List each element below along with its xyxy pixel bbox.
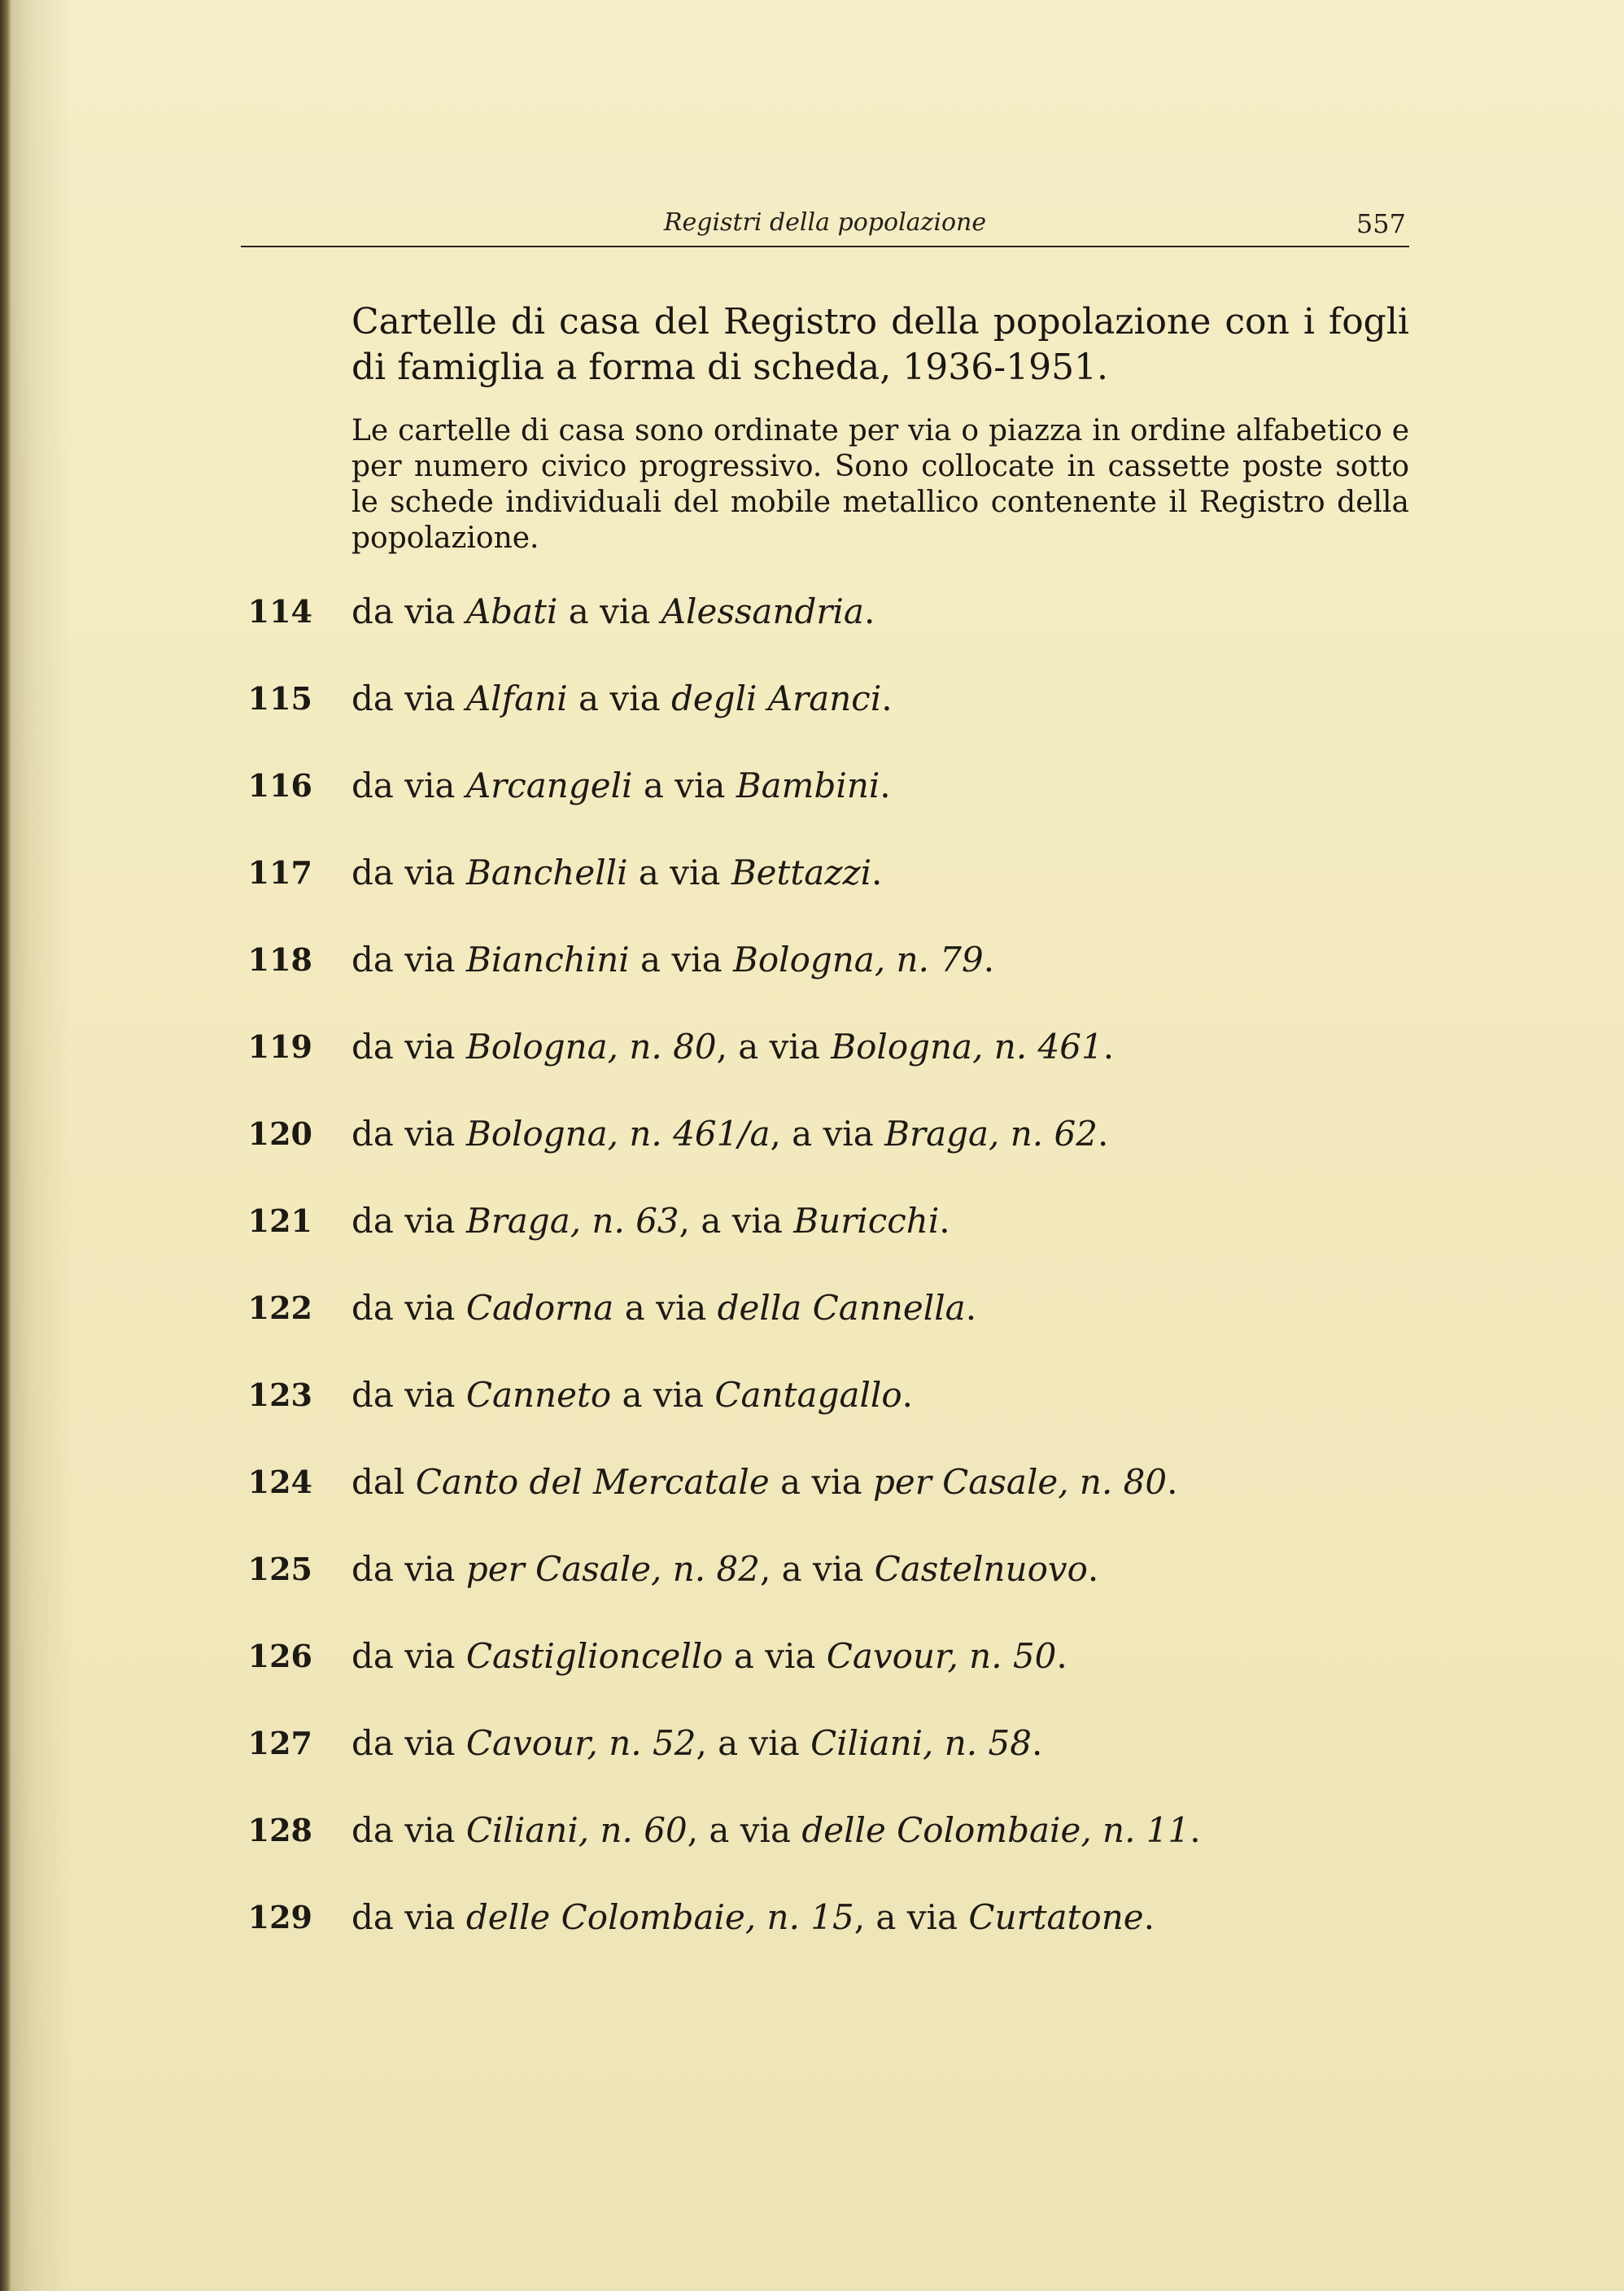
- entry-number: 124: [247, 1464, 312, 1500]
- list-item: [244, 1808, 1416, 1895]
- list-item: [244, 763, 1416, 850]
- entry-text: da via delle Colombaie, n. 15, a via Curtatone.: [351, 1897, 1155, 1937]
- section-note: Le cartelle di casa sono ordinate per via o piazza in ordine alfabetico e per numero civico progressivo. Sono collocate in cassette poste sotto le schede individuali del mobile metallico contenente il Registro della popolazione.: [351, 414, 1409, 555]
- list-item: [244, 1460, 1416, 1547]
- page-number: 557: [1356, 208, 1406, 239]
- list-item: [244, 1634, 1416, 1721]
- list-item: [244, 937, 1416, 1024]
- entry-number: 119: [247, 1028, 312, 1065]
- entry-text: da via Cadorna a via della Cannella.: [351, 1288, 977, 1328]
- entry-text: da via per Casale, n. 82, a via Castelnuovo.: [351, 1549, 1099, 1589]
- entry-number: 118: [247, 941, 312, 978]
- entry-number: 125: [247, 1551, 312, 1587]
- entry-text: da via Braga, n. 63, a via Buricchi.: [351, 1201, 950, 1241]
- entry-number: 116: [247, 767, 312, 804]
- entry-text: da via Canneto a via Cantagallo.: [351, 1375, 914, 1415]
- list-item: [244, 676, 1416, 763]
- list-item: [244, 1895, 1416, 1982]
- list-item: [244, 1198, 1416, 1285]
- entry-number: 127: [247, 1725, 312, 1761]
- entry-text: da via Banchelli a via Bettazzi.: [351, 853, 883, 892]
- entry-text: da via Ciliani, n. 60, a via delle Colombaie, n. 11.: [351, 1810, 1201, 1850]
- entry-number: 128: [247, 1812, 312, 1848]
- entry-number: 129: [247, 1899, 312, 1935]
- list-item: [244, 1285, 1416, 1372]
- list-item: [244, 1721, 1416, 1808]
- entry-number: 122: [247, 1290, 312, 1326]
- binding-edge: [0, 0, 11, 2291]
- entry-number: 123: [247, 1377, 312, 1413]
- entry-text: da via Cavour, n. 52, a via Ciliani, n. 58.: [351, 1723, 1043, 1763]
- list-item: [244, 1372, 1416, 1460]
- list-item: [244, 1024, 1416, 1111]
- list-item: [244, 589, 1416, 676]
- entry-number: 114: [247, 593, 312, 630]
- entry-number: 117: [247, 854, 312, 891]
- entry-number: 120: [247, 1115, 312, 1152]
- entry-text: da via Castiglioncello a via Cavour, n. 50.: [351, 1636, 1067, 1676]
- entry-text: dal Canto del Mercatale a via per Casale, n. 80.: [351, 1462, 1178, 1502]
- entry-text: da via Bianchini a via Bologna, n. 79.: [351, 940, 995, 980]
- entry-number: 121: [247, 1202, 312, 1239]
- running-title: Registri della popolazione: [663, 208, 987, 237]
- entry-list: [244, 589, 1416, 1982]
- page-header: [241, 205, 1409, 247]
- entry-text: da via Abati a via Alessandria.: [351, 591, 875, 631]
- entry-text: da via Bologna, n. 461/a, a via Braga, n. 62.: [351, 1114, 1109, 1154]
- section-title: Cartelle di casa del Registro della popolazione con i fogli di famiglia a forma di scheda, 1936-1951.: [351, 301, 1409, 388]
- entry-number: 115: [247, 680, 312, 717]
- list-item: [244, 1547, 1416, 1634]
- entry-text: da via Bologna, n. 80, a via Bologna, n. 461.: [351, 1027, 1115, 1067]
- list-item: [244, 1111, 1416, 1198]
- entry-number: 126: [247, 1638, 312, 1674]
- list-item: [244, 850, 1416, 937]
- entry-text: da via Arcangeli a via Bambini.: [351, 766, 891, 805]
- entry-text: da via Alfani a via degli Aranci.: [351, 679, 893, 718]
